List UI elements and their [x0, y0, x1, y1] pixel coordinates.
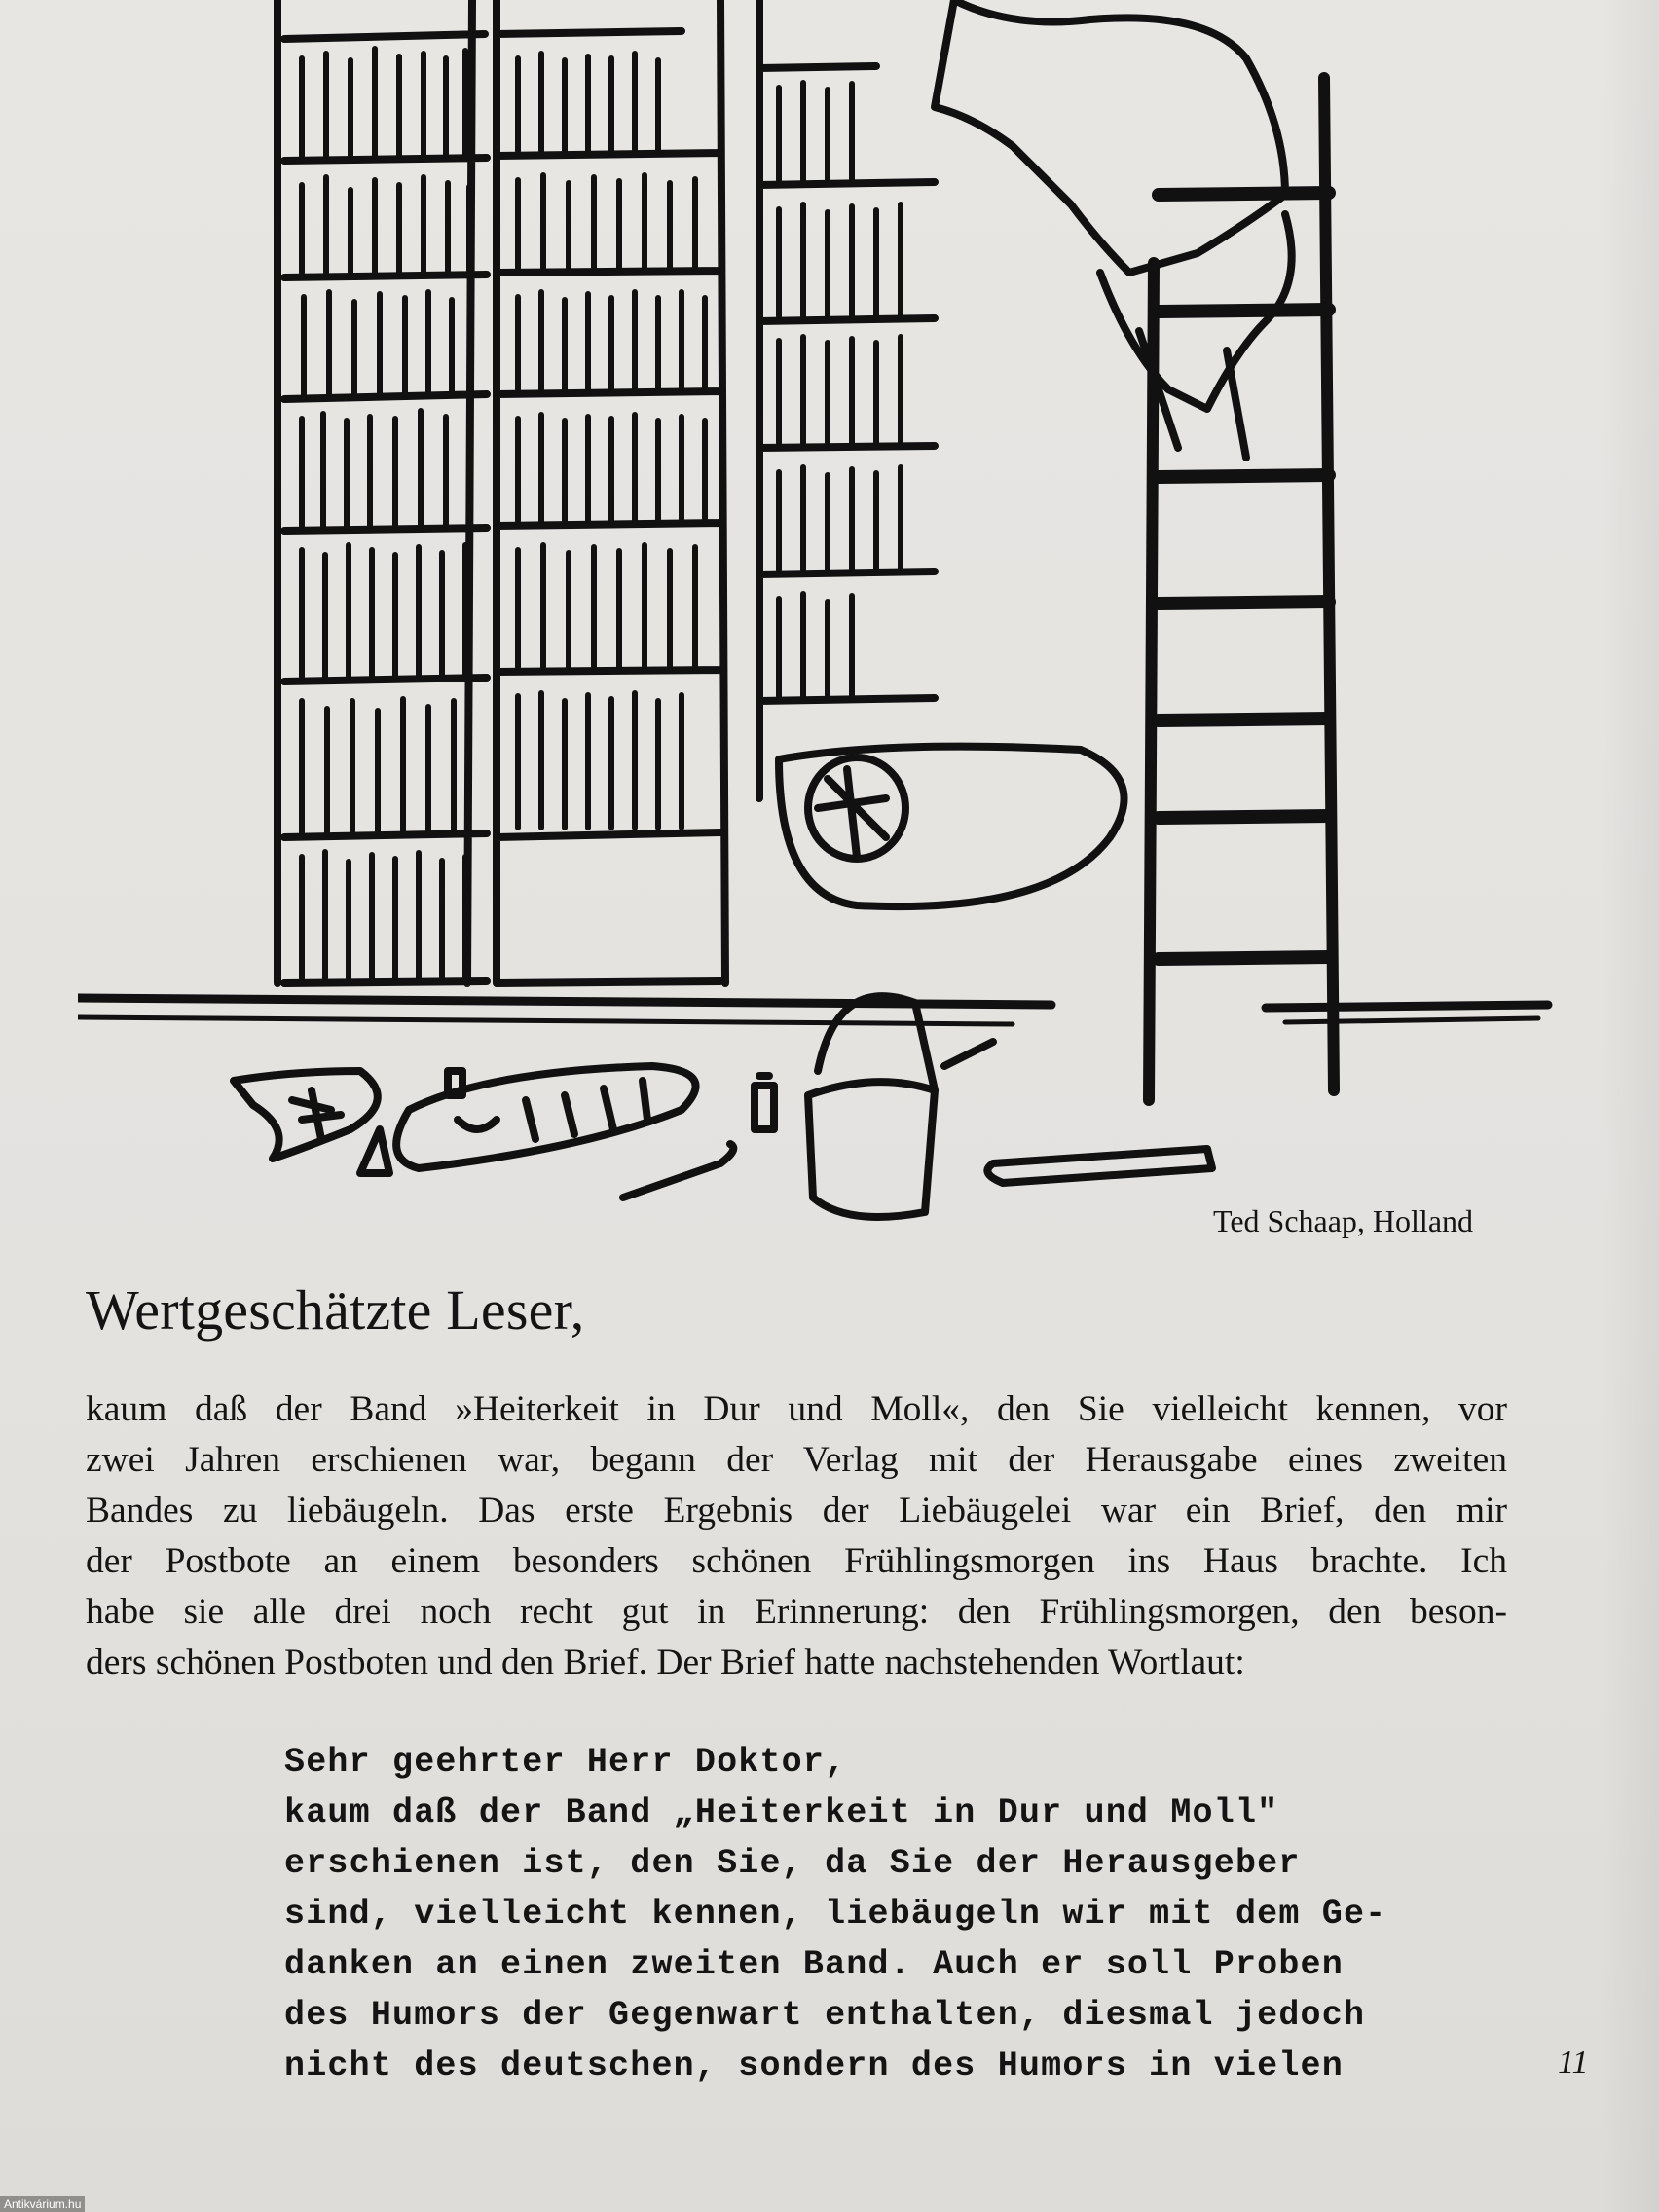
books-right [779, 83, 901, 696]
brush [623, 1144, 733, 1198]
figure-on-ladder [935, 0, 1285, 273]
cartoon-illustration [78, 0, 1577, 1227]
gap-rolled-book [779, 747, 1124, 906]
glue-pot [808, 1082, 935, 1217]
page-number: 11 [1558, 2045, 1589, 2081]
small-bottle [755, 1076, 774, 1129]
broken-book [234, 1071, 378, 1159]
letter-line: kaum daß der Band „Heiterkeit in Dur und Moll" [284, 1793, 1279, 1832]
letter-line: danken an einen zweiten Band. Auch er soll Proben [284, 1945, 1344, 1984]
right-bookcase [759, 0, 935, 798]
body-paragraph [86, 1384, 1507, 1688]
ladder [1149, 78, 1334, 1100]
page-heading: Wertgeschätzte Leser, [86, 1278, 585, 1342]
paragraph-line: habe sie alle drei noch recht gut in Erinnerung: den Frühlingsmorgen, den beson- [86, 1592, 1507, 1632]
rolled-stick [987, 1149, 1212, 1183]
letter-line: sind, vielleicht kennen, liebäugeln wir mit dem Ge- [284, 1895, 1387, 1934]
paragraph-line: Bandes zu liebäugeln. Das erste Ergebnis der Liebäugelei war ein Brief, den mir [86, 1491, 1507, 1530]
wedge [360, 1129, 389, 1173]
left-bookcase [277, 0, 487, 983]
letter-line: erschienen ist, den Sie, da Sie der Herausgeber [284, 1844, 1301, 1883]
page-edge-shadow [1601, 0, 1659, 2212]
paragraph-line: kaum daß der Band »Heiterkeit in Dur und Moll«, den Sie vielleicht kennen, vor [86, 1389, 1507, 1429]
letter-line: des Humors der Gegenwart enthalten, diesmal jedoch [284, 1996, 1366, 2035]
paragraph-line: ders schönen Postboten und den Brief. Der Brief hatte nachstehenden Wortlaut: [86, 1642, 1245, 1682]
small-bottle-left [448, 1071, 462, 1095]
letter-line: nicht des deutschen, sondern des Humors in vielen [284, 2046, 1344, 2085]
illustration-caption: Ted Schaap, Holland [1213, 1203, 1474, 1238]
books-middle [518, 54, 705, 828]
paragraph-line: zwei Jahren erschienen war, begann der Verlag mit der Herausgabe eines zweiten [86, 1440, 1507, 1480]
watermark: Antikvárium.hu [0, 2196, 85, 2212]
paragraph-line: der Postbote an einem besonders schönen Frühlingsmorgen ins Haus brachte. Ich [86, 1541, 1507, 1581]
quoted-letter [284, 1737, 1386, 2091]
letter-line: Sehr geehrter Herr Doktor, [284, 1743, 847, 1782]
